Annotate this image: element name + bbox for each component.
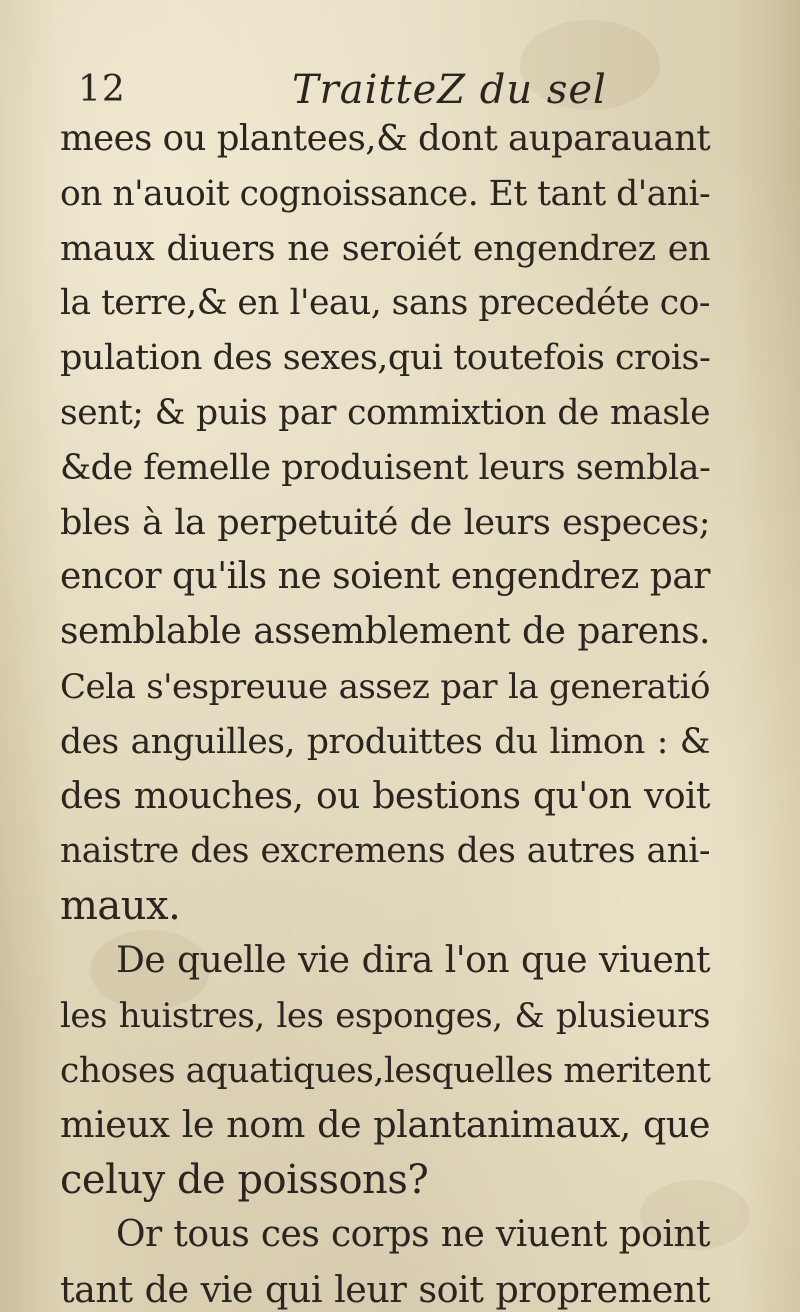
text-line: les huistres, les esponges, & plusieurs: [60, 995, 710, 1036]
body-text: [60, 112, 710, 1312]
text-line: mees ou plantees,& dont auparauant: [60, 118, 711, 159]
text-line: maux diuers ne seroiét engendrez en: [60, 228, 710, 269]
text-line: celuy de poissons?: [60, 1157, 429, 1204]
text-line: Cela s'espreuue assez par la generatió: [60, 666, 710, 707]
text-line: la terre,& en l'eau, sans precedéte co-: [60, 283, 711, 324]
text-line: bles à la perpetuité de leurs especes;: [60, 502, 710, 543]
text-line: mieux le nom de plantanimaux, que: [60, 1103, 710, 1147]
text-line: sent; & puis par commixtion de masle: [60, 392, 710, 433]
text-line: &de femelle produisent leurs sembla-: [60, 447, 711, 488]
text-line: choses aquatiques,lesquelles meritent: [60, 1050, 711, 1091]
text-line: tant de vie qui leur soit proprement: [60, 1267, 710, 1311]
text-line: on n'auoit cognoissance. Et tant d'ani-: [60, 173, 711, 214]
page-header: [78, 66, 638, 114]
text-line: encor qu'ils ne soient engendrez par: [60, 556, 710, 598]
text-line: semblable assemblement de parens.: [60, 611, 710, 653]
text-line: maux.: [60, 883, 181, 930]
text-line: pulation des sexes,qui toutefois crois-: [60, 338, 711, 379]
page-number: 12: [78, 69, 126, 110]
text-line: Or tous ces corps ne viuent point: [116, 1213, 710, 1255]
text-line: naistre des excremens des autres ani-: [60, 831, 710, 872]
text-line: des mouches, ou bestions qu'on voit: [60, 775, 710, 817]
running-title: TraitteZ du sel: [292, 67, 607, 113]
text-line: De quelle vie dira l'on que viuent: [116, 939, 710, 981]
text-line: des anguilles, produittes du limon : &: [60, 721, 710, 762]
